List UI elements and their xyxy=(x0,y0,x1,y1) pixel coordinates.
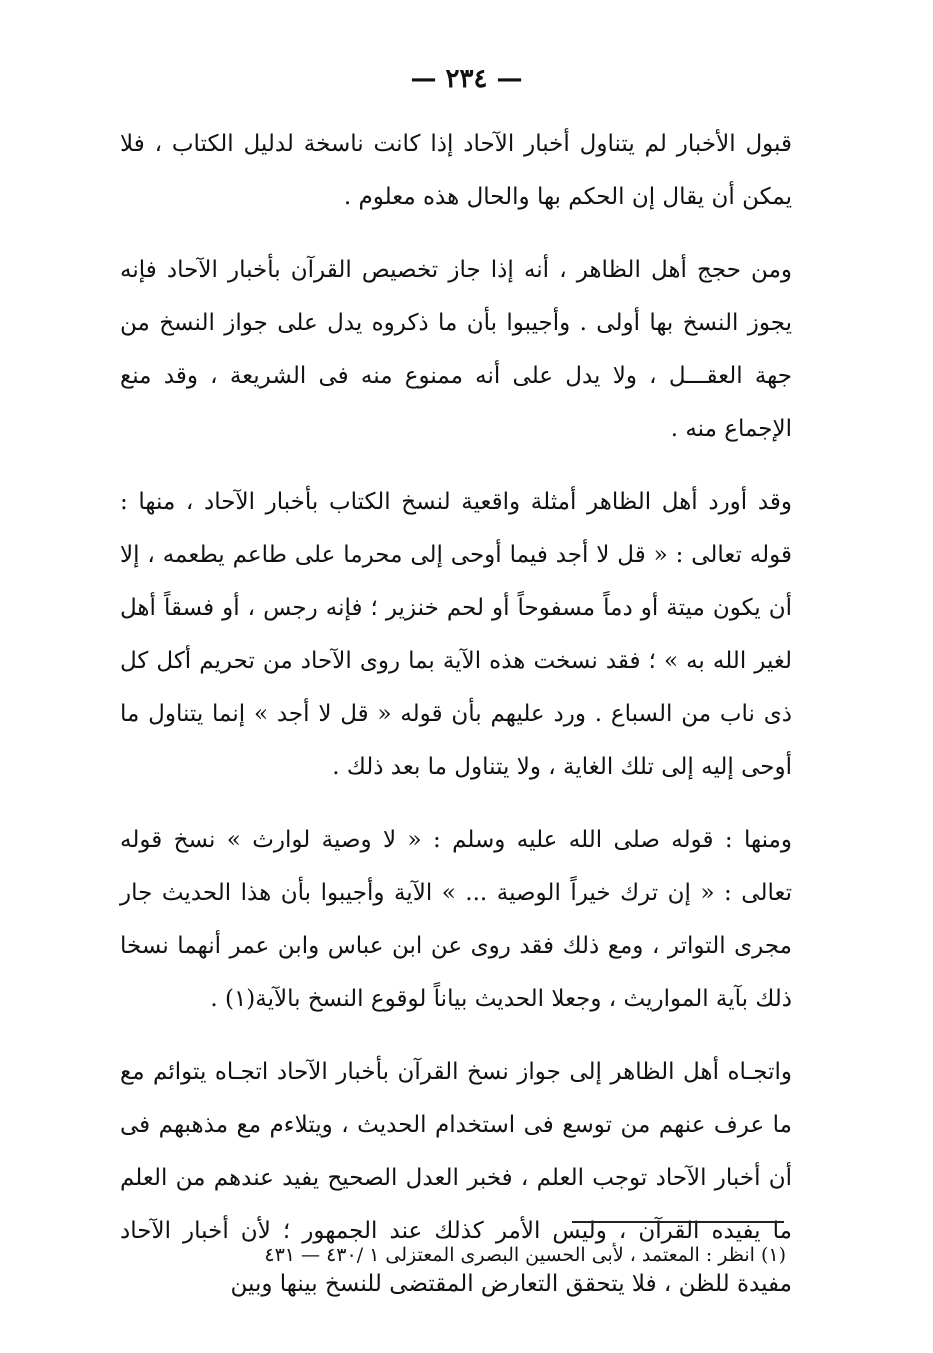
footnote: (١) انظر : المعتمد ، لأبى الحسين البصرى المعتزلى ١ /٤٣٠ — ٤٣١ xyxy=(264,1244,786,1266)
footnote-divider xyxy=(572,1221,784,1223)
body-text xyxy=(120,118,792,1331)
paragraph-5: واتجـاه أهل الظاهر إلى جواز نسخ القرآن بأخبار الآحاد اتجـاه يتوائم مع ما عرف عنهم من توسع فى استخدام الحديث ، ويتلاءم مع مذهبهم فى أن أخبار الآحاد توجب العلم ، فخبر العدل الصحيح يفيد عندهم من العلم ما يفيده القرآن ، وليس الأمر كذلك عند الجمهور ؛ لأن أخبار الآحاد مفيدة للظن ، فلا يتحقق التعارض المقتضى للنسخ بينها وبين xyxy=(120,1059,792,1297)
paragraph-2: ومن حجج أهل الظاهر ، أنه إذا جاز تخصيص القرآن بأخبار الآحاد فإنه يجوز النسخ بها أولى . وأجيبوا بأن ما ذكروه يدل على جواز النسخ من جهة العقـــل ، ولا يدل على أنه ممنوع منه فى الشريعة ، وقد منع الإجماع منه . xyxy=(120,257,792,442)
paragraph-1: قبول الأخبار لم يتناول أخبار الآحاد إذا كانت ناسخة لدليل الكتاب ، فلا يمكن أن يقال إن الحكم بها والحال هذه معلوم . xyxy=(120,131,792,210)
paragraph-4: ومنها : قوله صلى الله عليه وسلم : « لا وصية لوارث » نسخ قوله تعالى : « إن ترك خيراً الوصية ... » الآية وأجيبوا بأن هذا الحديث جار مجرى التواتر ، ومع ذلك فقد روى عن ابن عباس وابن عمر أنهما نسخا ذلك بآية المواريث ، وجعلا الحديث بياناً لوقوع النسخ بالآية(١) . xyxy=(120,827,792,1012)
page-number: — ٢٣٤ — xyxy=(410,64,523,94)
paragraph-3: وقد أورد أهل الظاهر أمثلة واقعية لنسخ الكتاب بأخبار الآحاد ، منها : قوله تعالى : « قل لا أجد فيما أوحى إلى محرما على طاعم يطعمه ، إلا أن يكون ميتة أو دماً مسفوحاً أو لحم خنزير ؛ فإنه رجس ، أو فسقاً أهل لغير الله به » ؛ فقد نسخت هذه الآية بما روى الآحاد من تحريم أكل كل ذى ناب من السباع . ورد عليهم بأن قوله « قل لا أجد » إنما يتناول ما أوحى إليه إلى تلك الغاية ، ولا يتناول ما بعد ذلك . xyxy=(120,489,792,780)
